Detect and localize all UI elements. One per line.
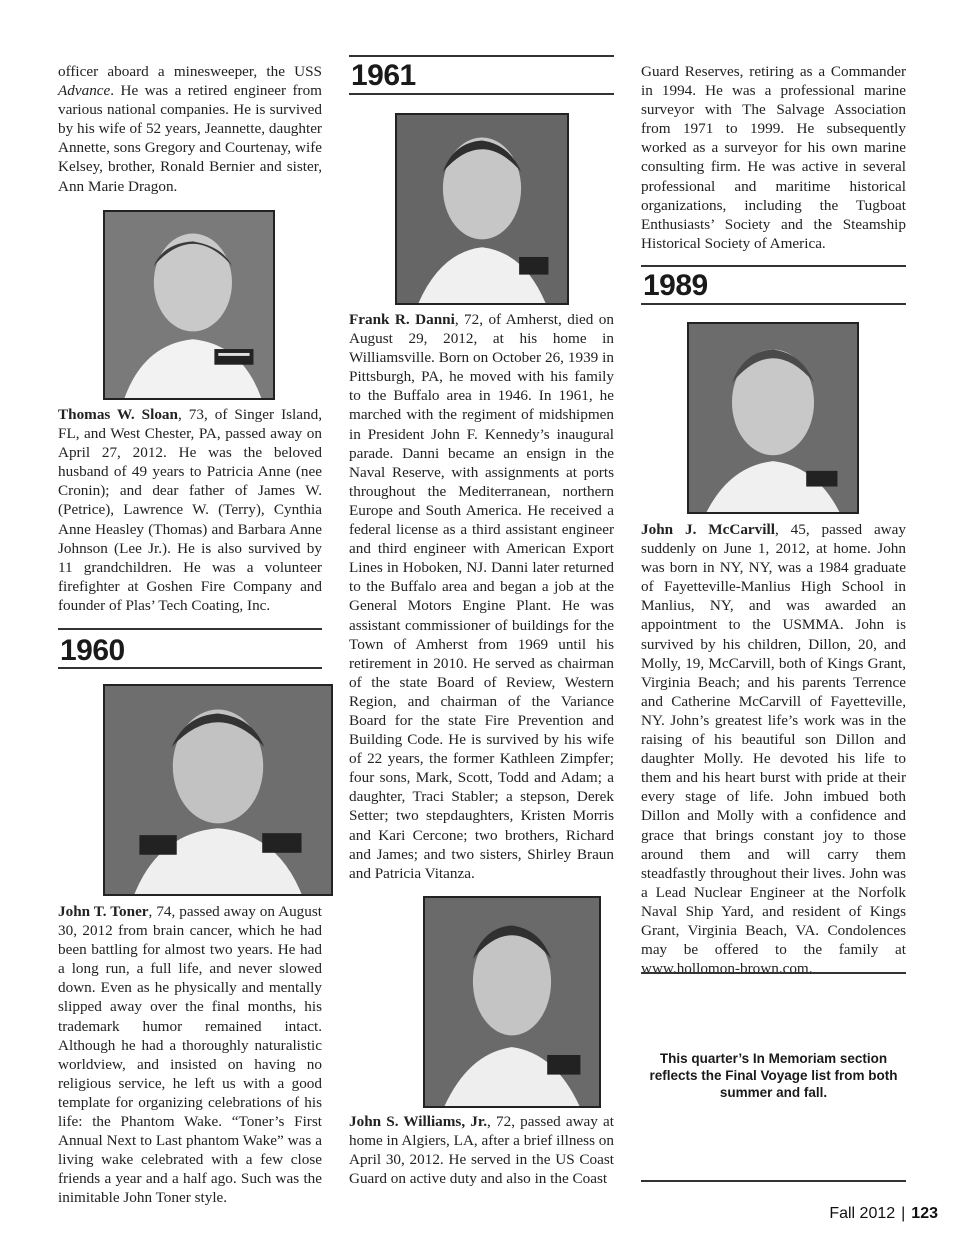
issue-label: Fall 2012	[829, 1205, 896, 1222]
page-footer	[829, 1205, 938, 1223]
obituary-williams	[349, 1112, 614, 1188]
obituary-williams-continued: Guard Reserves, retiring as a Commander in 1994. He was a professional marine surveyor with The Salvage Association from 1971 to 1999. He subsequently worked as a surveyor for his own marine consulting firm. He was active in several professional and maritime historical organizations, including the Tugboat Enthusiasts’ Society and the Steamship Historical Society of America.	[641, 63, 906, 252]
text-sloan: , 73, of Singer Island, FL, and West Chester, PA, passed away on April 27, 2012. He was the beloved husband of 49 years to Patricia Anne (nee Cronin); and dear father of James W. (Petrice), Lawrence W. (Terry), Cynthia Anne Heasley (Thomas) and Barbara Anne Johnson (Lee Jr.). He is also survived by 11 grandchildren. He was a volunteer firefighter at Goshen Fire Company and founder of Plas’ Tech Coating, Inc.	[58, 406, 322, 614]
text-mccarvill: , 45, passed away suddenly on June 1, 2012, at home. John was born in NY, NY, was a 1984 graduate of Fayetteville-Manlius High School in Manlius, NY, and was awarded an appointment to the USMMA. John is survived by his children, Dillon, 20, and Molly, 19, McCarvill, both of Kings Grant, Virginia Beach; and his parents Terrence and Catherine McCarvill of Fayetteville, NY. John’s greatest life’s work was in the raising of his beautiful son Dillon and daughter Molly. He devoted his life to them and his heart burst with pride at their every stage of life. John imbued both Dillon and Molly with a confidence and grace that brings constant joy to those around them and will carry them steadfastly throughout their lives. John was a Lead Nuclear Engineer at the Norfolk Naval Ship Yard, and resident of Kings Grant, Virginia Beach, VA. Condolences may be offered to the family at www.hollomon-brown.com.	[641, 521, 906, 978]
section-rule	[641, 265, 906, 267]
section-rule	[58, 667, 322, 669]
obituary-continued	[58, 62, 322, 196]
section-rule	[58, 628, 322, 630]
ship-name: Advance	[58, 82, 111, 100]
section-rule	[349, 55, 614, 57]
year-heading-1960: 1960	[60, 634, 125, 667]
obituary-mccarvill	[641, 520, 906, 978]
name-toner: John T. Toner	[58, 903, 149, 920]
section-rule	[641, 1180, 906, 1182]
section-rule	[349, 93, 614, 95]
year-heading-1989: 1989	[643, 269, 708, 302]
name-mccarvill: John J. McCarvill	[641, 521, 775, 538]
continued-text-end: . He was a retired engineer from various national companies. He is survived by his wife of 52 years, Jeannette, daughter Annette, sons Gregory and Courtenay, wife Kelsey, brother, Ronald Bernier and sister, Ann Marie Dragon.	[58, 82, 322, 195]
obituary-toner	[58, 902, 322, 1208]
year-heading-1961: 1961	[351, 59, 416, 92]
portrait-photo-sloan	[103, 210, 275, 400]
page-number: 123	[911, 1205, 938, 1222]
text-toner: , 74, passed away on August 30, 2012 from brain cancer, which he had been battling for almost two years. He had a long run, a full life, and never slowed down. Even as he physically and mentally slipped away over the final months, his trademark humor remained intact. Although he had a thoroughly naturalistic worldview, and insisted on having no religious service, he left us with a good template for organizing celebrations of his life: the Phantom Wake. “Toner’s First Annual Next to Last phantom Wake” was a living wake celebrated with a few close friends a year and a half ago. Such was the inimitable John Toner style.	[58, 903, 322, 1207]
section-rule	[641, 303, 906, 305]
portrait-photo-danni	[395, 113, 569, 305]
continued-text: officer aboard a minesweeper, the USS	[58, 63, 322, 80]
name-danni: Frank R. Danni	[349, 311, 455, 328]
footer-separator: |	[901, 1205, 906, 1222]
name-williams: John S. Williams, Jr.	[349, 1113, 488, 1130]
name-sloan: Thomas W. Sloan	[58, 406, 178, 423]
section-rule	[641, 972, 906, 974]
portrait-photo-toner	[103, 684, 333, 896]
memoriam-note: This quarter’s In Memoriam section reflects the Final Voyage list from both summer and fall.	[649, 1051, 898, 1100]
text-williams: , 72, passed away at home in Algiers, LA, after a brief illness on April 30, 2012. He served in the US Coast Guard on active duty and also in the Coast	[349, 1113, 615, 1188]
obituary-danni	[349, 310, 614, 883]
text-danni: , 72, of Amherst, died on August 29, 2012, at his home in Williamsville. Born on October 26, 1939 in Pittsburgh, PA, he moved with his family to the Buffalo area in 1946. In 1961, he marched with the regiment of midshipmen in President John F. Kennedy’s inaugural parade. Danni became an ensign in the Naval Reserve, with assignments at ports throughout the Mediterranean, northern Europe and South America. He received a federal license as a third assistant engineer and third engineer with American Export Lines in Hoboken, NJ. Danni later returned to the Buffalo area and began a job at the General Motors Engine Plant. He was assistant commissioner of buildings for the Town of Amherst from 1969 until his retirement in 2010. He served as chairman of the state Board of Review, Western Region, and chairman of the Variance Board for the state Fire Prevention and Building Code. He is survived by his wife of 22 years, the former Kathleen Zimpfer; four sons, Mark, Scott, Todd and Adam; a daughter, Traci Stabler; a stepson, Derek Setter; two stepdaughters, Kristen Morris and Kari Cercone; two brothers, Richard and James; and two sisters, Shirley Braun and Patricia Vitanza.	[349, 311, 614, 882]
portrait-photo-mccarvill	[687, 322, 859, 514]
portrait-photo-williams	[423, 896, 601, 1108]
obituary-sloan	[58, 405, 322, 615]
